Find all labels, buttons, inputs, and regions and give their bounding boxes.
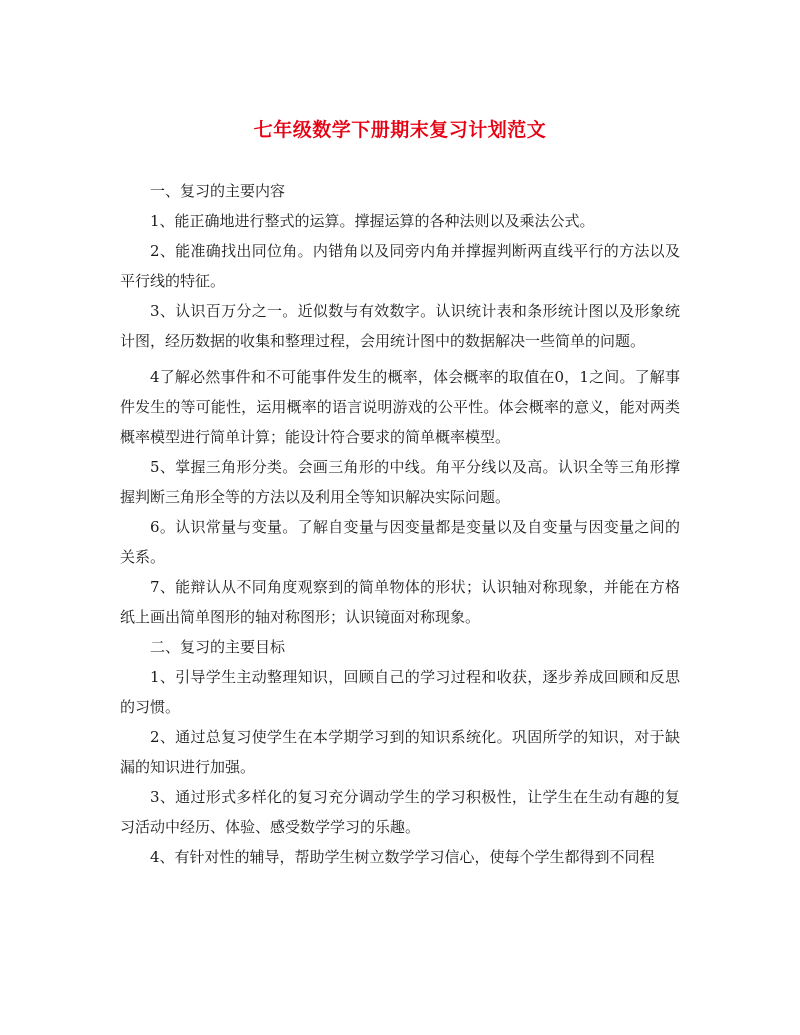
paragraph-goal-2: 2、通过总复习使学生在本学期学习到的知识系统化。巩固所学的知识，对于缺漏的知识进行加强。 — [120, 728, 680, 776]
section-heading-review-content: 一、复习的主要内容 — [150, 182, 286, 200]
paragraph-goal-3: 3、通过形式多样化的复习充分调动学生的学习积极性，让学生在生动有趣的复习活动中经历、体验、感受数学学习的乐趣。 — [120, 788, 680, 836]
document-body — [120, 176, 680, 872]
paragraph-item-1: 1、能正确地进行整式的运算。撑握运算的各种法则以及乘法公式。 — [150, 212, 595, 230]
paragraph-item-6: 6。认识常量与变量。了解自变量与因变量都是变量以及自变量与因变量之间的关系。 — [120, 518, 680, 566]
paragraph-goal-1: 1、引导学生主动整理知识，回顾自己的学习过程和收获，逐步养成回顾和反思的习惯。 — [120, 668, 680, 716]
section-heading-review-goals: 二、复习的主要目标 — [150, 638, 286, 656]
paragraph-item-3: 3、认识百万分之一。近似数与有效数字。认识统计表和条形统计图以及形象统计图，经历数据的收集和整理过程，会用统计图中的数据解决一些简单的问题。 — [120, 302, 680, 350]
paragraph-item-4: 4了解必然事件和不可能事件发生的概率，体会概率的取值在0，1之间。了解事件发生的等可能性，运用概率的语言说明游戏的公平性。体会概率的意义，能对两类概率模型进行简单计算；能设计符合要求的简单概率模型。 — [120, 368, 680, 446]
paragraph-item-5: 5、掌握三角形分类。会画三角形的中线。角平分线以及高。认识全等三角形撑握判断三角形全等的方法以及利用全等知识解决实际问题。 — [120, 458, 680, 506]
paragraph-item-2: 2、能准确找出同位角。内错角以及同旁内角并撑握判断两直线平行的方法以及平行线的特征。 — [120, 242, 680, 290]
document-title: 七年级数学下册期末复习计划范文 — [253, 119, 547, 141]
paragraph-item-7: 7、能辩认从不同角度观察到的简单物体的形状；认识轴对称现象，并能在方格纸上画出简单图形的轴对称图形；认识镜面对称现象。 — [120, 578, 680, 626]
paragraph-goal-4: 4、有针对性的辅导，帮助学生树立数学学习信心，使每个学生都得到不同程 — [150, 848, 655, 866]
